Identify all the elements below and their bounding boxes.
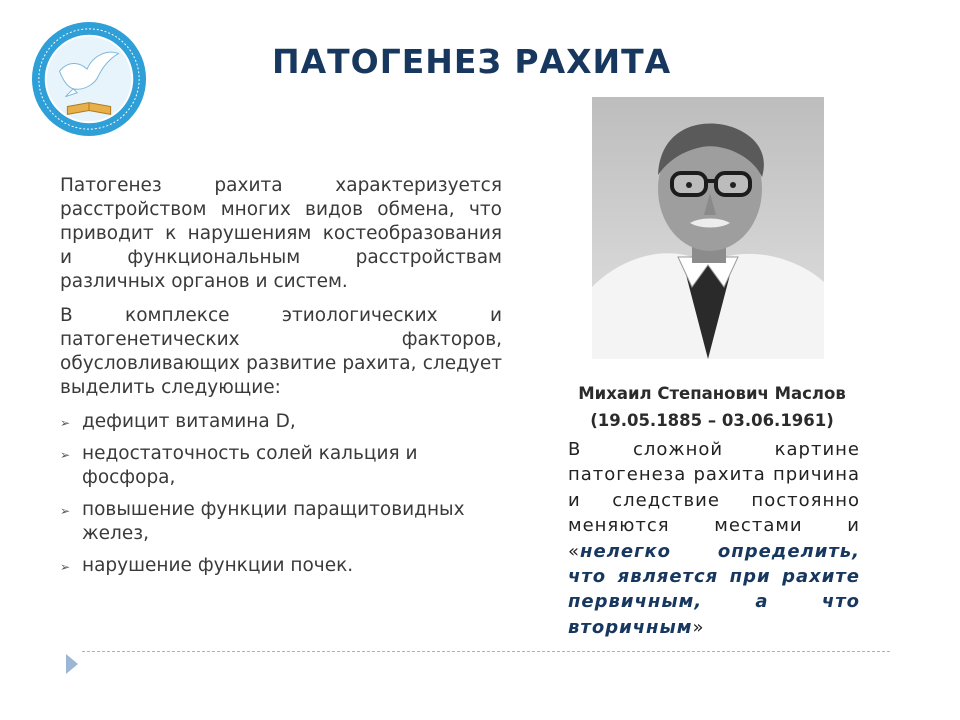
quote-block	[568, 437, 860, 640]
factors-paragraph: В комплексе этиологических и патогенетических факторов, обусловливающих развитие рахита, следует выделить следующие:	[60, 305, 502, 398]
portrait-photo	[592, 97, 824, 359]
slide-title: ПАТОГЕНЕЗ РАХИТА	[272, 42, 672, 81]
main-text-column	[60, 174, 502, 586]
factor-text: повышение функции паращитовидных желез,	[82, 499, 465, 544]
footer-divider	[82, 651, 890, 652]
person-name: Михаил Степанович Маслов	[578, 384, 846, 403]
intro-paragraph: Патогенез рахита характеризуется расстройством многих видов обмена, что приводит к нарушениям костеобразования и функциональным расстройствам различных органов и систем.	[60, 175, 502, 292]
arrowhead-bullet-icon: ➢	[60, 560, 71, 574]
list-item	[60, 410, 502, 434]
arrowhead-bullet-icon: ➢	[60, 416, 71, 430]
list-item	[60, 442, 502, 490]
triangle-next-icon[interactable]	[64, 652, 80, 676]
person-dates: (19.05.1885 – 03.06.1961)	[590, 411, 834, 430]
list-item	[60, 498, 502, 546]
arrowhead-bullet-icon: ➢	[60, 448, 71, 462]
factor-text: недостаточность солей кальция и фосфора,	[82, 443, 418, 488]
arrowhead-bullet-icon: ➢	[60, 504, 71, 518]
organization-logo-icon	[30, 20, 148, 138]
factor-text: нарушение функции почек.	[82, 555, 354, 576]
factor-text: дефицит витамина D,	[82, 411, 296, 432]
quote-plain: В сложной картине патогенеза рахита причина и следствие постоянно меняются местами и «	[568, 439, 860, 562]
portrait-caption	[556, 380, 868, 434]
quote-emphasis: нелегко определить, что является при рахите первичным, а что вторичным	[568, 540, 860, 638]
quote-close: »	[692, 616, 705, 638]
list-item	[60, 554, 502, 578]
factors-list	[60, 410, 502, 578]
